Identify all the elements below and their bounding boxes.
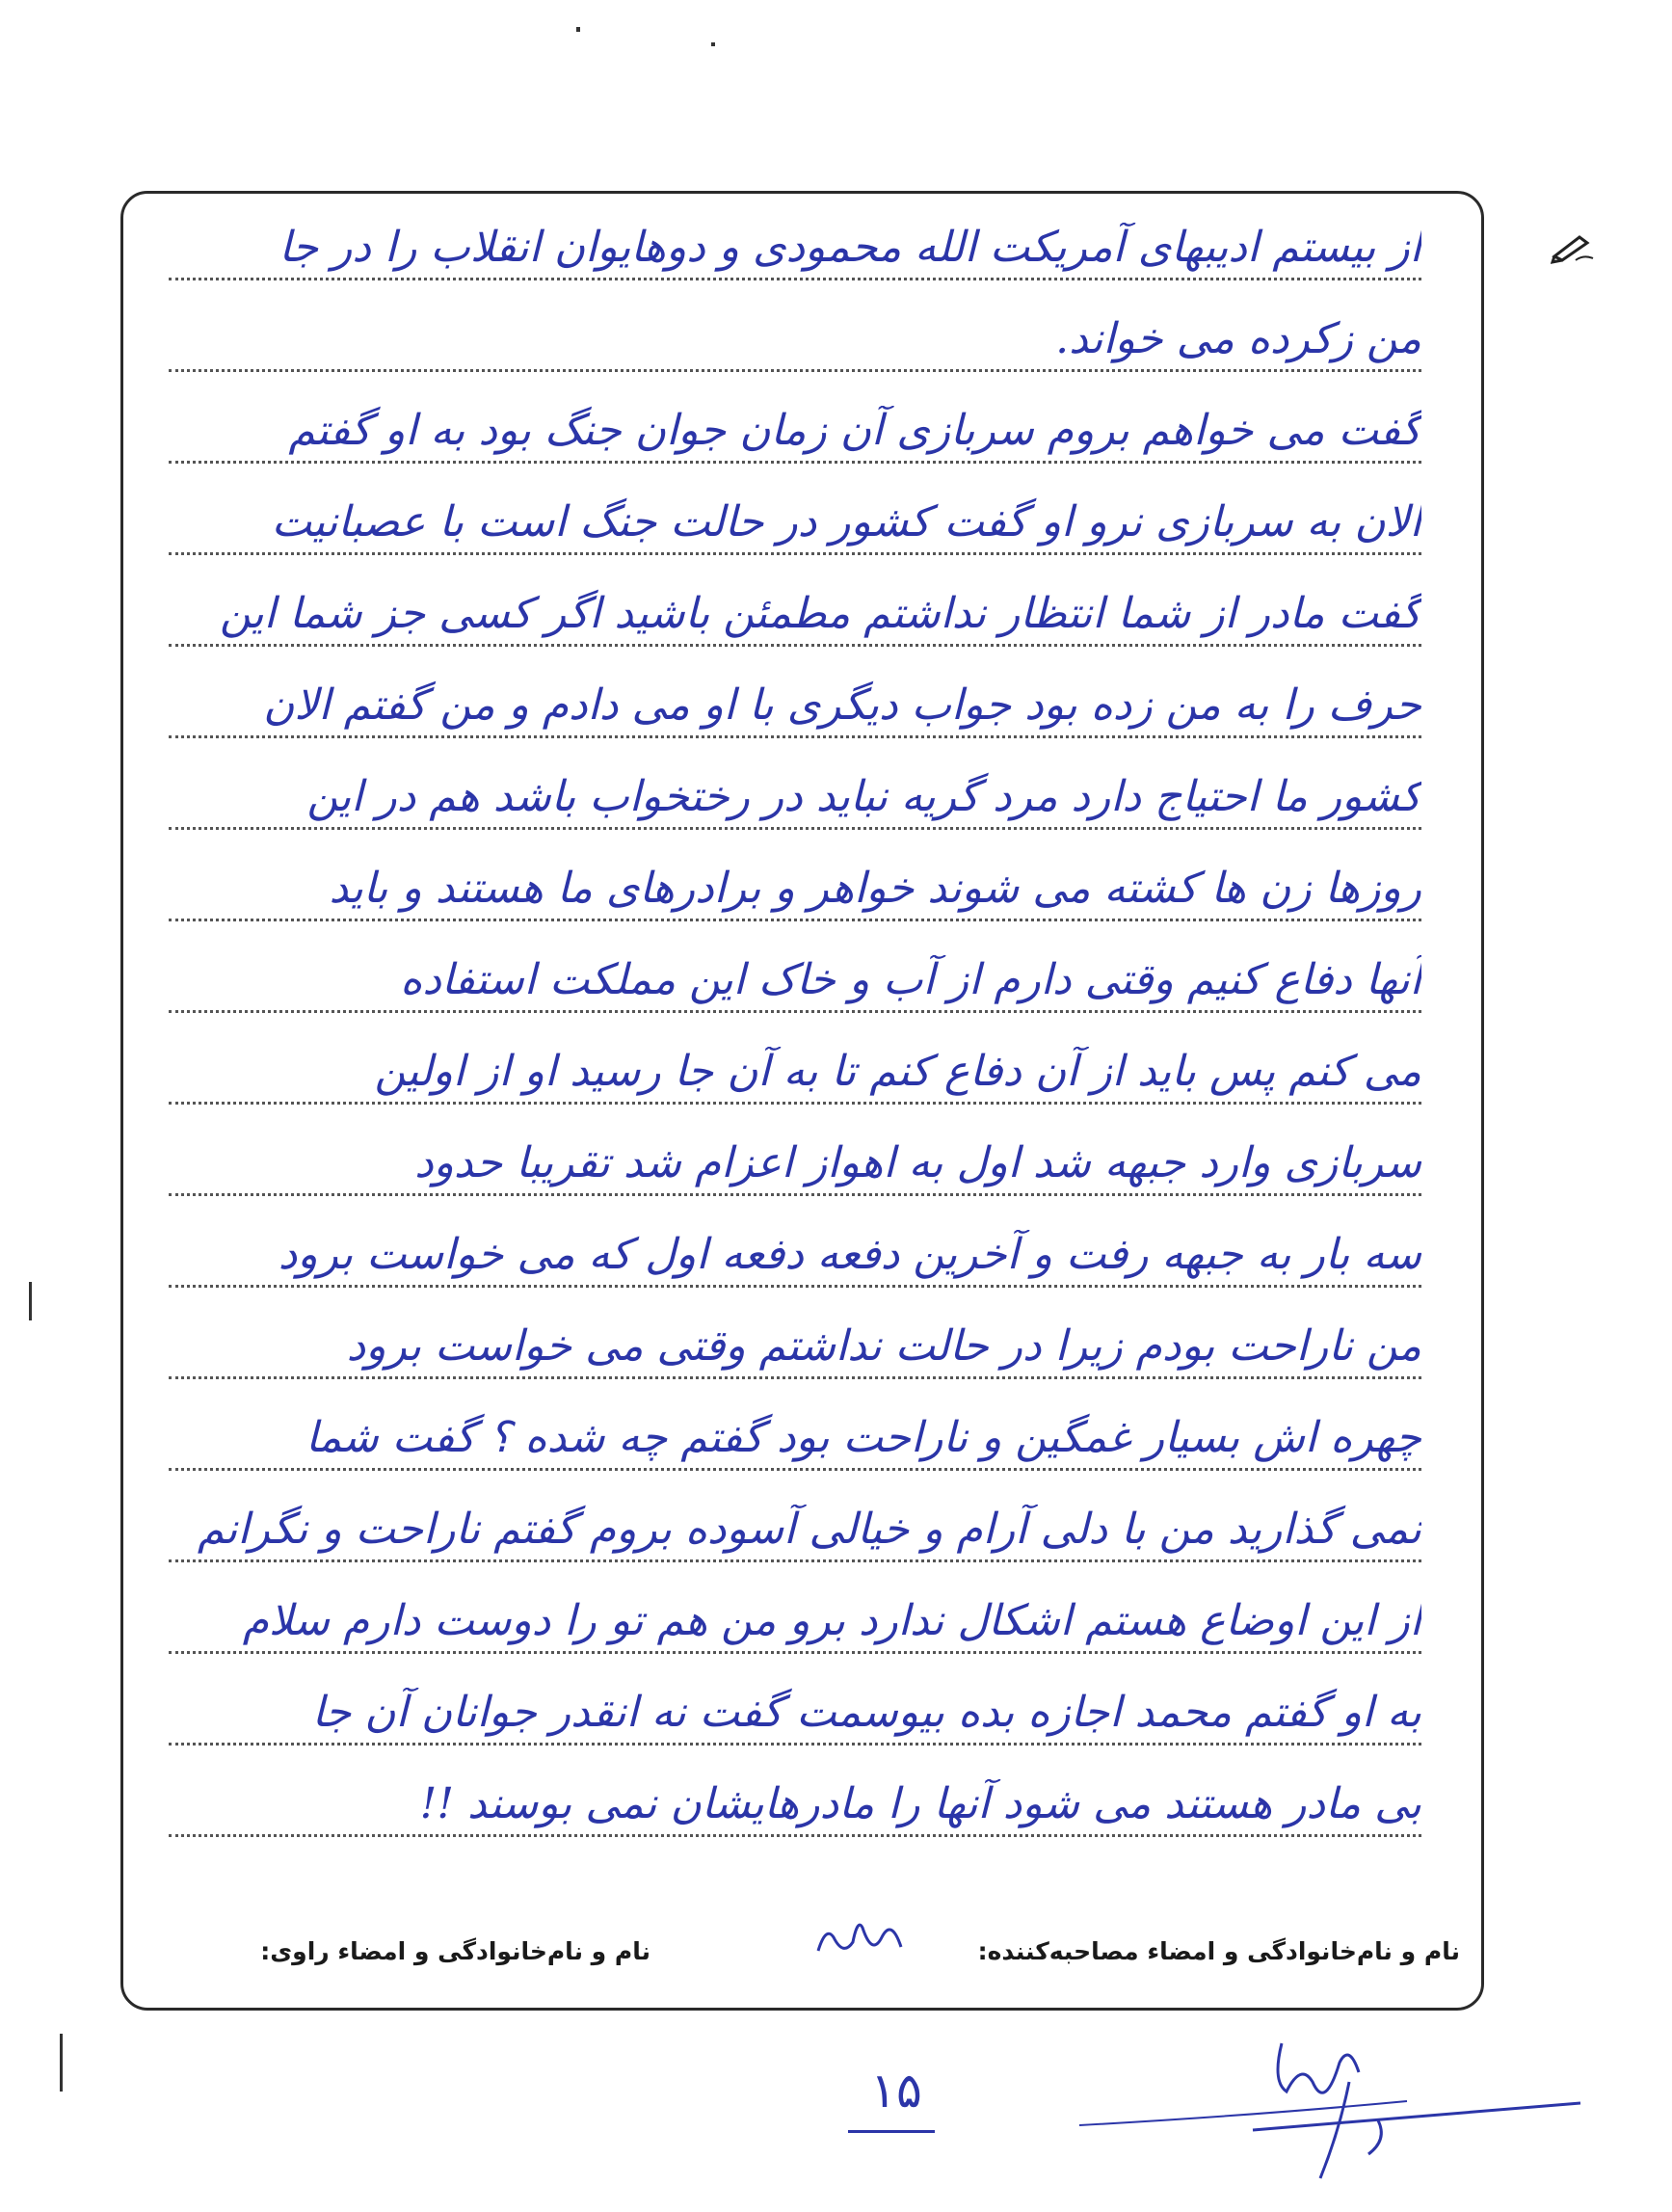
text-line (169, 1650, 1421, 1746)
handwritten-text: الان به سربازی نرو او گفت کشور در حالت جنگ است با عصبانیت (271, 497, 1421, 546)
page-number: ۱۵ (870, 2063, 922, 2119)
handwritten-text: من ناراحت بودم زیرا در حالت نداشتم وقتی می خواست برود (346, 1321, 1421, 1371)
text-line (169, 1101, 1421, 1196)
text-line (169, 1284, 1421, 1379)
scan-mark (29, 1282, 32, 1320)
text-line (169, 1192, 1421, 1288)
signature-footer (145, 1937, 1460, 1985)
text-line (169, 643, 1421, 738)
pen-writing-icon (1551, 231, 1595, 264)
handwritten-text: بی مادر هستند می شود آنها را مادرهایشان نمی بوسند !! (419, 1779, 1421, 1828)
handwritten-text: کشور ما احتیاج دارد مرد گریه نباید در رختخواب باشد هم در این (306, 772, 1421, 821)
handwritten-text: من زکرده می خواند. (1055, 314, 1421, 363)
handwritten-text: می کنم پس باید از آن دفاع کنم تا به آن جا رسید او از اولین (374, 1047, 1421, 1096)
text-line (169, 1375, 1421, 1471)
handwritten-text: چهره اش بسیار غمگین و ناراحت بود گفتم چه شده ؟ گفت شما (305, 1413, 1421, 1462)
text-line (169, 185, 1421, 280)
narrator-label: نام و نام‌خانوادگی و امضاء راوی: (260, 1937, 650, 1965)
text-line (169, 1742, 1421, 1837)
handwritten-text: گفت می خواهم بروم سربازی آن زمان جوان جنگ بود به او گفتم (288, 406, 1421, 455)
text-line (169, 826, 1421, 921)
scan-mark (576, 27, 580, 32)
text-line (169, 1559, 1421, 1654)
handwritten-text: روزها زن ها کشته می شوند خواهر و برادرهای ما هستند و باید (329, 864, 1421, 913)
interviewer-signature (805, 1908, 911, 1966)
scan-mark (711, 42, 715, 46)
handwritten-text: از این اوضاع هستم اشکال ندارد برو من هم تو را دوست دارم سلام (242, 1596, 1421, 1645)
handwritten-text: از بیستم ادیبهای آمریکت الله محمودی و دوهایوان انقلاب را در جا (279, 223, 1421, 272)
scan-mark (60, 2034, 63, 2092)
text-line (169, 368, 1421, 464)
handwritten-text: سربازی وارد جبهه شد اول به اهواز اعزام شد تقریبا حدود (414, 1138, 1421, 1187)
handwritten-text: به او گفتم محمد اجازه بده بیوسمت گفت نه انقدر جوانان آن جا (311, 1688, 1421, 1737)
text-line (169, 551, 1421, 647)
page-number-underline (848, 2130, 935, 2133)
handwritten-text: گفت مادر از شما انتظار نداشتم مطمئن باشید اگر کسی جز شما این (220, 589, 1421, 638)
handwritten-signature (1060, 2024, 1600, 2198)
text-line (169, 734, 1421, 830)
text-line (169, 277, 1421, 372)
handwritten-text: سه بار به جبهه رفت و آخرین دفعه دفعه اول که می خواست برود (278, 1230, 1421, 1279)
text-line (169, 1009, 1421, 1105)
handwritten-text: نمی گذارید من با دلی آرام و خیالی آسوده بروم گفتم ناراحت و نگرانم (197, 1505, 1421, 1554)
interviewer-label: نام و نام‌خانوادگی و امضاء مصاحبه‌کننده: (977, 1937, 1460, 1965)
text-line (169, 918, 1421, 1013)
handwritten-text: آنها دفاع کنیم وقتی دارم از آب و خاک این مملکت استفاده (400, 955, 1421, 1004)
text-line (169, 1467, 1421, 1562)
text-line (169, 460, 1421, 555)
handwritten-text: حرف را به من زده بود جواب دیگری با او می دادم و من گفتم الان (263, 680, 1421, 730)
